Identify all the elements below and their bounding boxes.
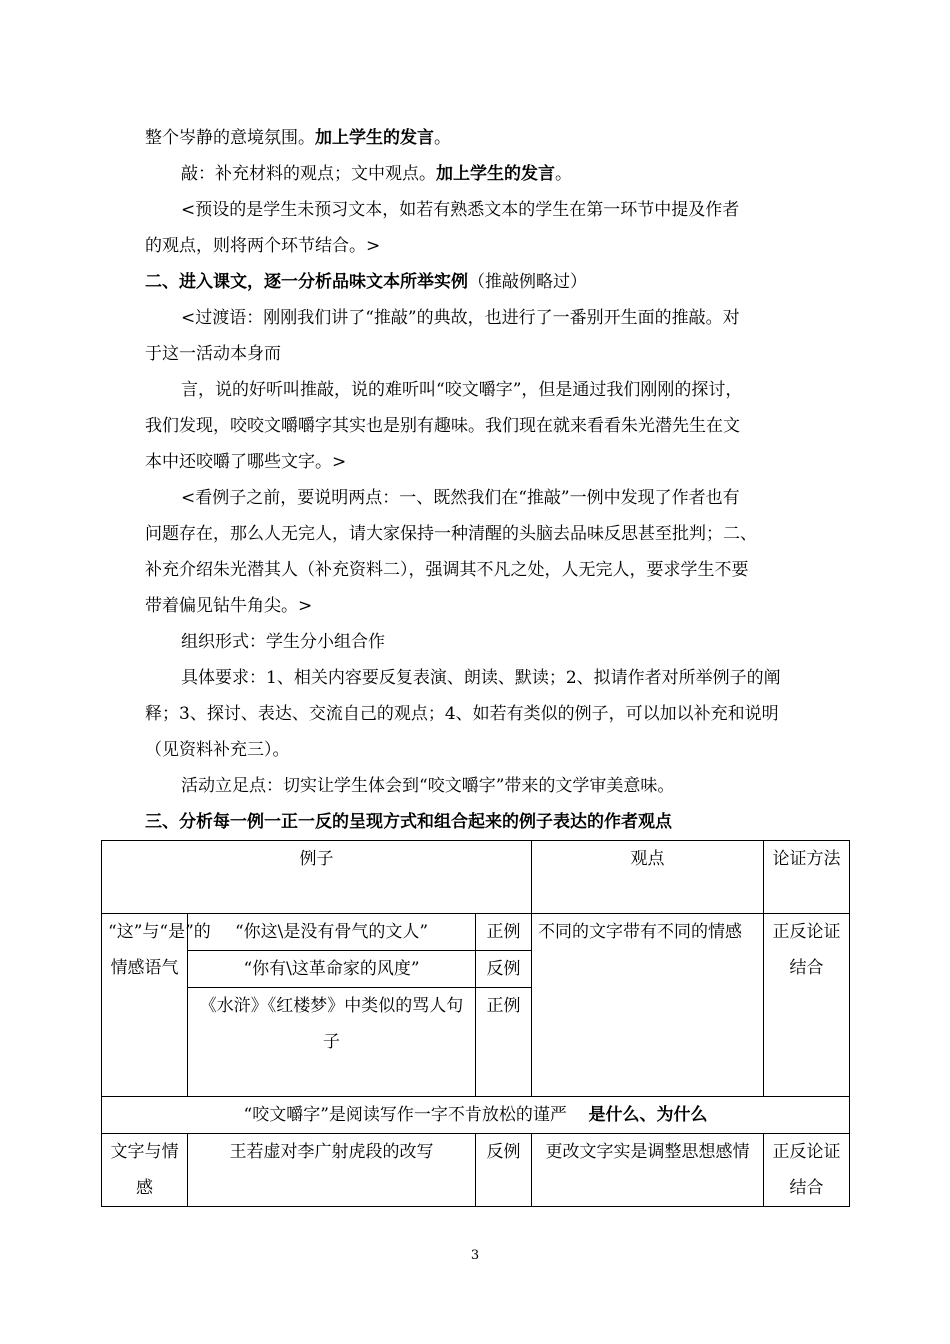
example-text: “你这\是没有骨气的文人” [188,914,476,951]
text: 敲：补充材料的观点；文中观点。 [181,164,436,184]
heading-3: 三、分析每一例一正一反的呈现方式和组合起来的例子表达的作者观点 [145,812,672,832]
group2-view: 更改文字实是调整思想感情 [532,1134,764,1207]
bold-text: 加上学生的发言 [315,128,434,148]
line-6: 于这一活动本身而 [145,344,281,364]
line-8: 我们发现，咬咬文嚼嚼字其实也是别有趣味。我们现在就来看看朱光潜先生在文 [145,416,740,436]
heading-2-note: （推敲例略过） [468,272,587,292]
header-view: 观点 [532,841,764,914]
merged-cell [102,1097,850,1134]
example-text: 《水浒》《红楼梦》中类似的骂人句子 [188,988,476,1097]
example-text: “你有\这革命家的风度” [188,951,476,988]
line-13: 带着偏见钻牛角尖。> [145,596,313,616]
table-row [102,1134,850,1207]
line-1 [145,128,451,148]
line-2 [181,164,572,184]
line-9: 本中还咬嚼了哪些文字。> [145,452,347,472]
line-16: 释；3、探讨、表达、交流自己的观点；4、如若有类似的例子，可以加以补充和说明 [145,704,779,724]
merged-bold-text: 是什么、为什么 [588,1105,708,1125]
table-header-row [102,841,850,914]
example-type: 正例 [476,914,532,951]
text: 整个岑静的意境氛围。 [145,128,315,148]
line-15: 具体要求：1、相关内容要反复表演、朗读、默读；2、拟请作者对所举例子的阐 [181,668,781,688]
merged-text: “咬文嚼字”是阅读写作一字不肯放松的谨严 [243,1105,567,1125]
table-merged-row [102,1097,850,1134]
page-number: 3 [470,1248,480,1263]
group1-method: 正反论证结合 [764,914,850,1097]
text: 。 [434,128,451,148]
group2-label: 文字与情感 [102,1134,188,1207]
line-14: 组织形式：学生分小组合作 [181,632,385,652]
line-3: <预设的是学生未预习文本，如若有熟悉文本的学生在第一环节中提及作者 [181,200,740,220]
example-type: 反例 [476,951,532,988]
line-7: 言，说的好听叫推敲，说的难听叫“咬文嚼字”，但是通过我们刚刚的探讨， [181,380,743,400]
header-example: 例子 [102,841,532,914]
header-method: 论证方法 [764,841,850,914]
example-type: 正例 [476,988,532,1097]
line-18: 活动立足点：切实让学生体会到“咬文嚼字”带来的文学审美意味。 [181,776,675,796]
line-10: <看例子之前，要说明两点：一、既然我们在“推敲”一例中发现了作者也有 [181,488,740,508]
group1-label: “这”与“是”的情感语气 [102,914,188,1097]
line-5: <过渡语：刚刚我们讲了“推敲”的典故，也进行了一番别开生面的推敲。对 [181,308,740,328]
line-17: （见资料补充三）。 [145,740,290,760]
bold-text: 加上学生的发言 [436,164,555,184]
text: 。 [555,164,572,184]
group1-view: 不同的文字带有不同的情感 [532,914,764,1097]
table-row [102,914,850,951]
line-12: 补充介绍朱光潜其人（补充资料二），强调其不凡之处，人无完人，要求学生不要 [145,560,749,580]
heading-2 [145,272,587,292]
example-type: 反例 [476,1134,532,1207]
heading-2-text: 二、进入课文，逐一分析品味文本所举实例 [145,272,468,292]
line-11: 问题存在，那么人无完人，请大家保持一种清醒的头脑去品味反思甚至批判；二、 [145,524,757,544]
analysis-table [101,840,850,1207]
example-text: 王若虚对李广射虎段的改写 [188,1134,476,1207]
line-4: 的观点，则将两个环节结合。> [145,236,381,256]
group2-method: 正反论证结合 [764,1134,850,1207]
